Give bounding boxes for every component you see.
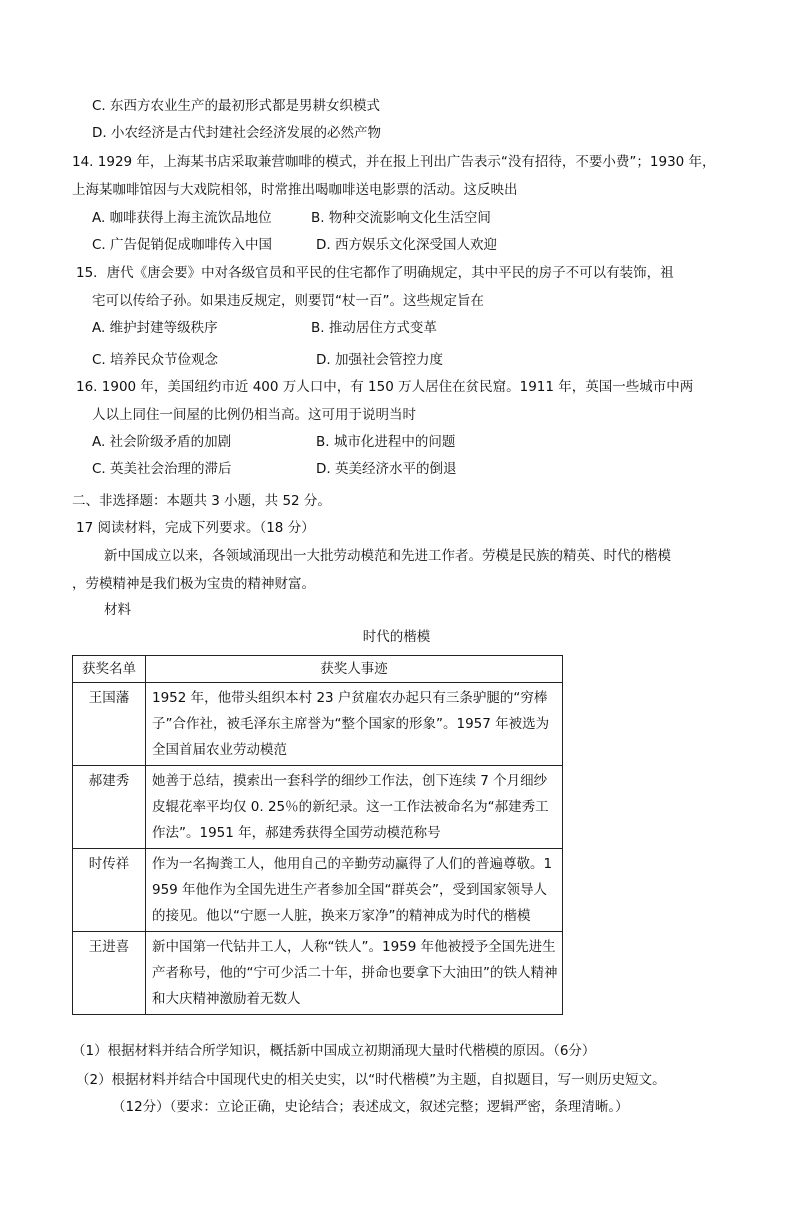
q15-option-a: A. 维护封建等级秩序	[92, 320, 218, 336]
q16-option-c: C. 英美社会治理的滞后	[92, 461, 232, 477]
q16-stem-line1: 16. 1900 年，美国纽约市近 400 万人口中，有 150 万人居住在贫民窟。1911 年，英国一些城市中两	[76, 379, 694, 395]
q14-stem-line2: 上海某咖啡馆因与大戏院相邻，时常推出喝咖啡送电影票的活动。这反映出	[72, 182, 518, 198]
q13-option-c: C. 东西方农业生产的最初形式都是男耕女织模式	[92, 98, 381, 114]
q14-stem-line1: 14. 1929 年，上海某书店采取兼营咖啡的模式，并在报上刊出广告表示“没有招待，不要小费”；1930 年，	[72, 154, 716, 170]
q16-option-b: B. 城市化进程中的问题	[316, 434, 456, 450]
awardee-deed: 1952 年，他带头组织本村 23 户贫雇农办起只有三条驴腿的“穷棒子”合作社，被毛泽东主席誉为“整个国家的形象”。1957 年被选为全国首届农业劳动模范	[146, 683, 563, 766]
q17-intro-line2: ，劳模精神是我们极为宝贵的精神财富。	[72, 576, 315, 592]
q14-option-b: B. 物种交流影响文化生活空间	[311, 210, 491, 226]
awardee-name: 王进喜	[73, 932, 146, 1015]
q14-option-d: D. 西方娱乐文化深受国人欢迎	[316, 237, 497, 253]
q17-stem: 17 阅读材料，完成下列要求。（18 分）	[76, 520, 315, 536]
q16-option-d: D. 英美经济水平的倒退	[316, 461, 457, 477]
awardee-deed: 她善于总结，摸索出一套科学的细纱工作法，创下连续 7 个月细纱皮辊花率平均仅 0. 25％的新纪录。这一工作法被命名为“郝建秀工作法”。1951 年，郝建秀获得全国劳动模范称号	[146, 766, 563, 849]
table-row	[73, 766, 563, 849]
section-heading: 二、非选择题：本题共 3 小题，共 52 分。	[72, 493, 331, 509]
q14-option-c: C. 广告促销促成咖啡传入中国	[92, 237, 273, 253]
material-label: 材料	[104, 602, 131, 618]
table-row	[73, 849, 563, 932]
q15-option-d: D. 加强社会管控力度	[316, 352, 443, 368]
table-row	[73, 683, 563, 766]
col-header-deed: 获奖人事迹	[146, 656, 563, 683]
table-row	[73, 932, 563, 1015]
q17-subquestion-2-line2: （12分）（要求：立论正确，史论结合；表述成文，叙述完整；逻辑严密，条理清晰。）	[112, 1099, 629, 1115]
awardee-name: 王国藩	[73, 683, 146, 766]
q17-subquestion-2-line1: （2）根据材料并结合中国现代史的相关史实，以“时代楷模”为主题，自拟题目，写一则历史短文。	[76, 1072, 666, 1088]
awardee-name: 郝建秀	[73, 766, 146, 849]
q15-option-b: B. 推动居住方式变革	[311, 320, 437, 336]
q14-option-a: A. 咖啡获得上海主流饮品地位	[92, 210, 272, 226]
q15-stem-line1: 15．唐代《唐会要》中对各级官员和平民的住宅都作了明确规定，其中平民的房子不可以有装饰，祖	[76, 265, 674, 281]
q17-intro-line1: 新中国成立以来，各领域涌现出一大批劳动模范和先进工作者。劳模是民族的精英、时代的楷模	[104, 548, 671, 564]
table-title: 时代的楷模	[362, 629, 431, 645]
table-header-row	[73, 656, 563, 683]
awardee-deed: 新中国第一代钻井工人，人称“铁人”。1959 年他被授予全国先进生产者称号，他的“宁可少活二十年，拼命也要拿下大油田”的铁人精神和大庆精神激励着无数人	[146, 932, 563, 1015]
q16-option-a: A. 社会阶级矛盾的加剧	[92, 434, 232, 450]
q15-option-c: C. 培养民众节俭观念	[92, 352, 219, 368]
q16-stem-line2: 人以上同住一间屋的比例仍相当高。这可用于说明当时	[92, 407, 416, 423]
awardee-name: 时传祥	[73, 849, 146, 932]
q17-subquestion-1: （1）根据材料并结合所学知识，概括新中国成立初期涌现大量时代楷模的原因。（6分）	[72, 1043, 596, 1059]
awards-table	[72, 655, 563, 1015]
q15-stem-line2: 宅可以传给子孙。如果违反规定，则要罚“杖一百”。这些规定旨在	[92, 293, 484, 309]
q13-option-d: D. 小农经济是古代封建社会经济发展的必然产物	[92, 125, 381, 141]
awardee-deed: 作为一名掏粪工人，他用自己的辛勤劳动赢得了人们的普遍尊敬。1959 年他作为全国先进生产者参加全国“群英会”，受到国家领导人的接见。他以“宁愿一人脏，换来万家净”的精神成为时代的楷模	[146, 849, 563, 932]
col-header-name: 获奖名单	[73, 656, 146, 683]
